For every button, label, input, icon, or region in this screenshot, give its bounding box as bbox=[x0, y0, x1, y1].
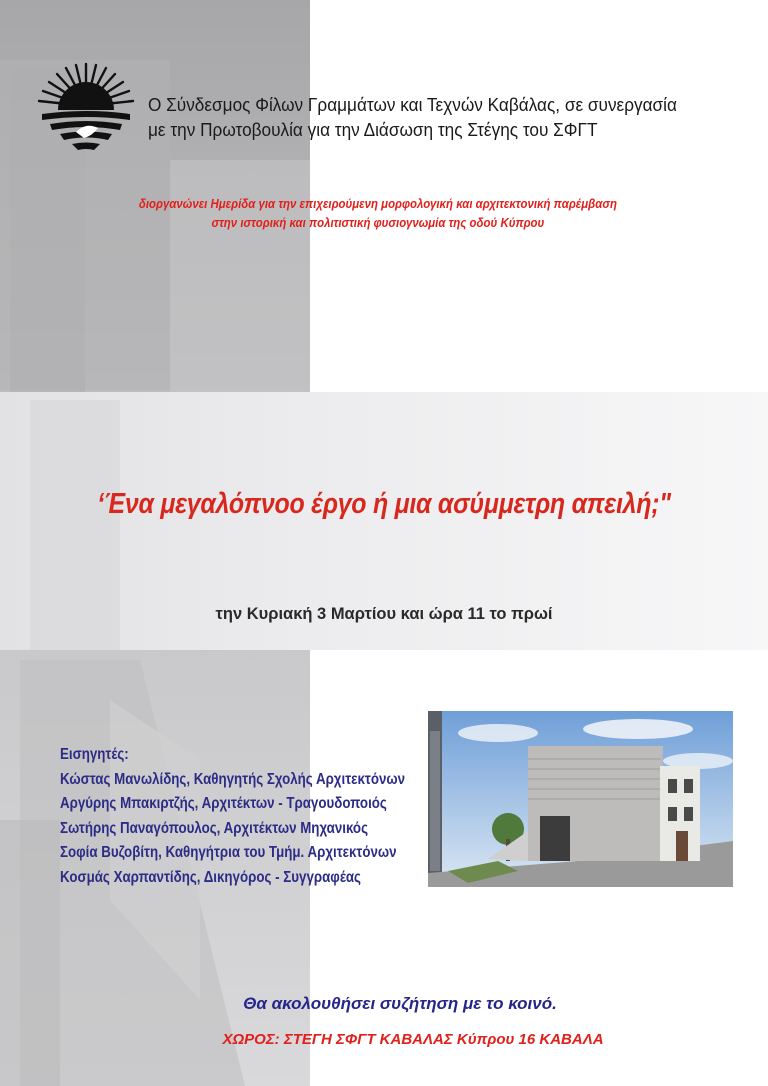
event-title: ‘Ένα μεγαλόπνοο έργο ή μια ασύμμετρη απειλή;" bbox=[97, 488, 671, 520]
intro-text bbox=[40, 194, 716, 232]
event-date: την Κυριακή 3 Μαρτίου και ώρα 11 το πρωί bbox=[215, 605, 553, 623]
intro-line-2: στην ιστορική και πολιτιστική φυσιογνωμία της οδού Κύπρου bbox=[211, 215, 545, 230]
intro-line-1: διοργανώνει Ημερίδα για την επιχειρούμενη μορφολογική και αρχιτεκτονική παρέμβαση bbox=[138, 196, 617, 211]
speakers-heading: Εισηγητές: bbox=[60, 746, 129, 763]
sunburst-logo bbox=[36, 62, 136, 156]
organizer-line-1: Ο Σύνδεσμος Φίλων Γραμμάτων και Τεχνών Καβάλας, σε συνεργασία bbox=[148, 94, 677, 115]
speaker-item: Σωτήρης Παναγόπουλος, Αρχιτέκτων Μηχανικός bbox=[60, 819, 369, 837]
speaker-item: Κώστας Μανωλίδης, Καθηγητής Σχολής Αρχιτεκτόνων bbox=[60, 770, 406, 788]
venue-address: ΧΩΡΟΣ: ΣΤΕΓΗ ΣΦΓΤ ΚΑΒΑΛΑΣ Κύπρου 16 ΚΑΒΑΛΑ bbox=[222, 1031, 604, 1048]
speaker-item: Κοσμάς Χαρπαντίδης, Δικηγόρος - Συγγραφέας bbox=[60, 868, 361, 886]
speaker-item: Αργύρης Μπακιρτζής, Αρχιτέκτων - Τραγουδοποιός bbox=[60, 795, 387, 812]
speakers-list bbox=[60, 743, 406, 890]
organizer-line-2: με την Πρωτοβουλία για την Διάσωση της Στέγης του ΣΦΓΤ bbox=[148, 119, 598, 140]
organizer-text bbox=[148, 92, 706, 142]
discussion-note: Θα ακολουθήσει συζήτηση με το κοινό. bbox=[243, 994, 557, 1013]
speaker-item: Σοφία Βυζοβίτη, Καθηγήτρια του Τμήμ. Αρχιτεκτόνων bbox=[60, 844, 397, 861]
building-render-photo bbox=[428, 711, 733, 887]
